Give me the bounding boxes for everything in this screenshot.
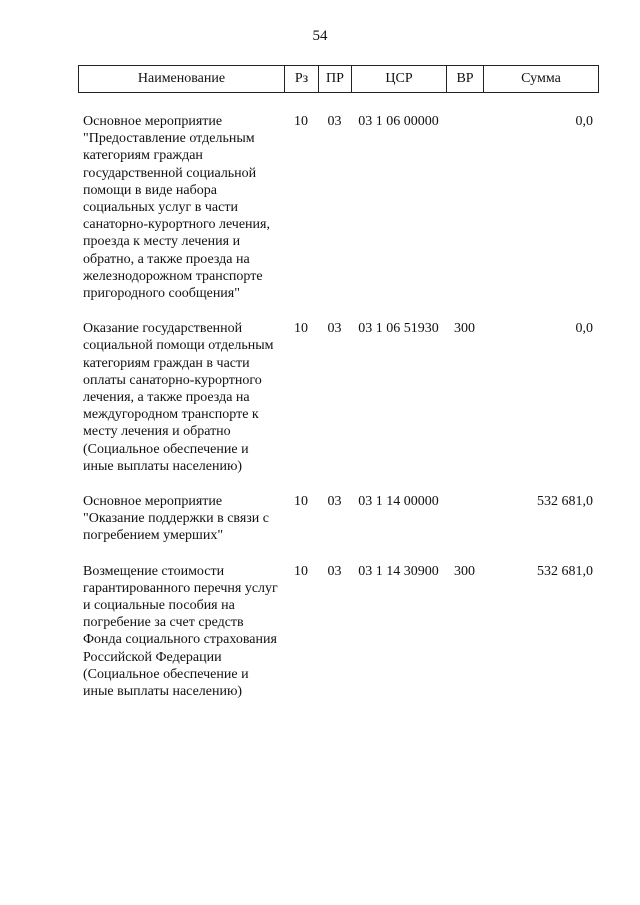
header-csr: ЦСР: [352, 66, 447, 92]
table-row: [78, 320, 599, 475]
header-vr: ВР: [447, 66, 484, 92]
row-vr: [446, 493, 483, 545]
row-rz: 10: [294, 321, 308, 337]
row-rz: 10: [294, 563, 308, 579]
row-name: Оказание государственной социальной помощи отдельным категориям граждан в части оплаты санаторно-курортного лечения, а также проезда на междугородном транспорте к месту лечения и обратно (Социальное обеспечение и иные выплаты населению): [83, 321, 274, 474]
row-csr: 03 1 06 00000: [358, 114, 439, 129]
header-sum: Сумма: [521, 71, 561, 86]
row-pr: 03: [327, 114, 342, 129]
row-name: Основное мероприятие "Предоставление отдельным категориям граждан государственной социальной помощи в виде набора социальных услуг в части санаторно-курортного лечения, проезда к месту лечения и обратно, а также проезда на железнодорожном транспорте пригородного сообщения": [83, 114, 270, 302]
row-sum: 0,0: [575, 114, 593, 129]
table-row: [78, 563, 599, 701]
table-row: [78, 493, 599, 545]
row-csr: 03 1 06 51930: [358, 321, 439, 337]
row-csr: 03 1 14 30900: [358, 563, 439, 579]
row-pr: 03: [327, 321, 342, 337]
table-header: [78, 65, 599, 93]
row-vr: 300: [454, 563, 475, 579]
table-row: [78, 113, 599, 302]
row-sum: 0,0: [575, 321, 593, 337]
row-rz: 10: [294, 114, 308, 129]
row-csr: 03 1 14 00000: [358, 494, 439, 510]
row-pr: 03: [327, 494, 342, 510]
row-pr: 03: [327, 563, 342, 579]
row-name: Основное мероприятие "Оказание поддержки в связи с погребением умерших": [83, 494, 270, 544]
header-pr: ПР: [319, 66, 352, 92]
row-vr: 300: [454, 321, 475, 337]
header-name: Наименование: [79, 66, 285, 92]
row-rz: 10: [294, 494, 308, 510]
row-sum: 532 681,0: [537, 563, 593, 579]
table-body: [78, 113, 599, 718]
row-name: Возмещение стоимости гарантированного перечня услуг и социальные пособия на погребение за счет средств Фонда социального страхования Российской Федерации (Социальное обеспечение и иные выплаты населению): [83, 563, 278, 700]
row-sum: 532 681,0: [537, 494, 593, 510]
header-rz: Рз: [285, 66, 319, 92]
page-number: 54: [312, 28, 328, 44]
row-vr: [446, 113, 483, 302]
